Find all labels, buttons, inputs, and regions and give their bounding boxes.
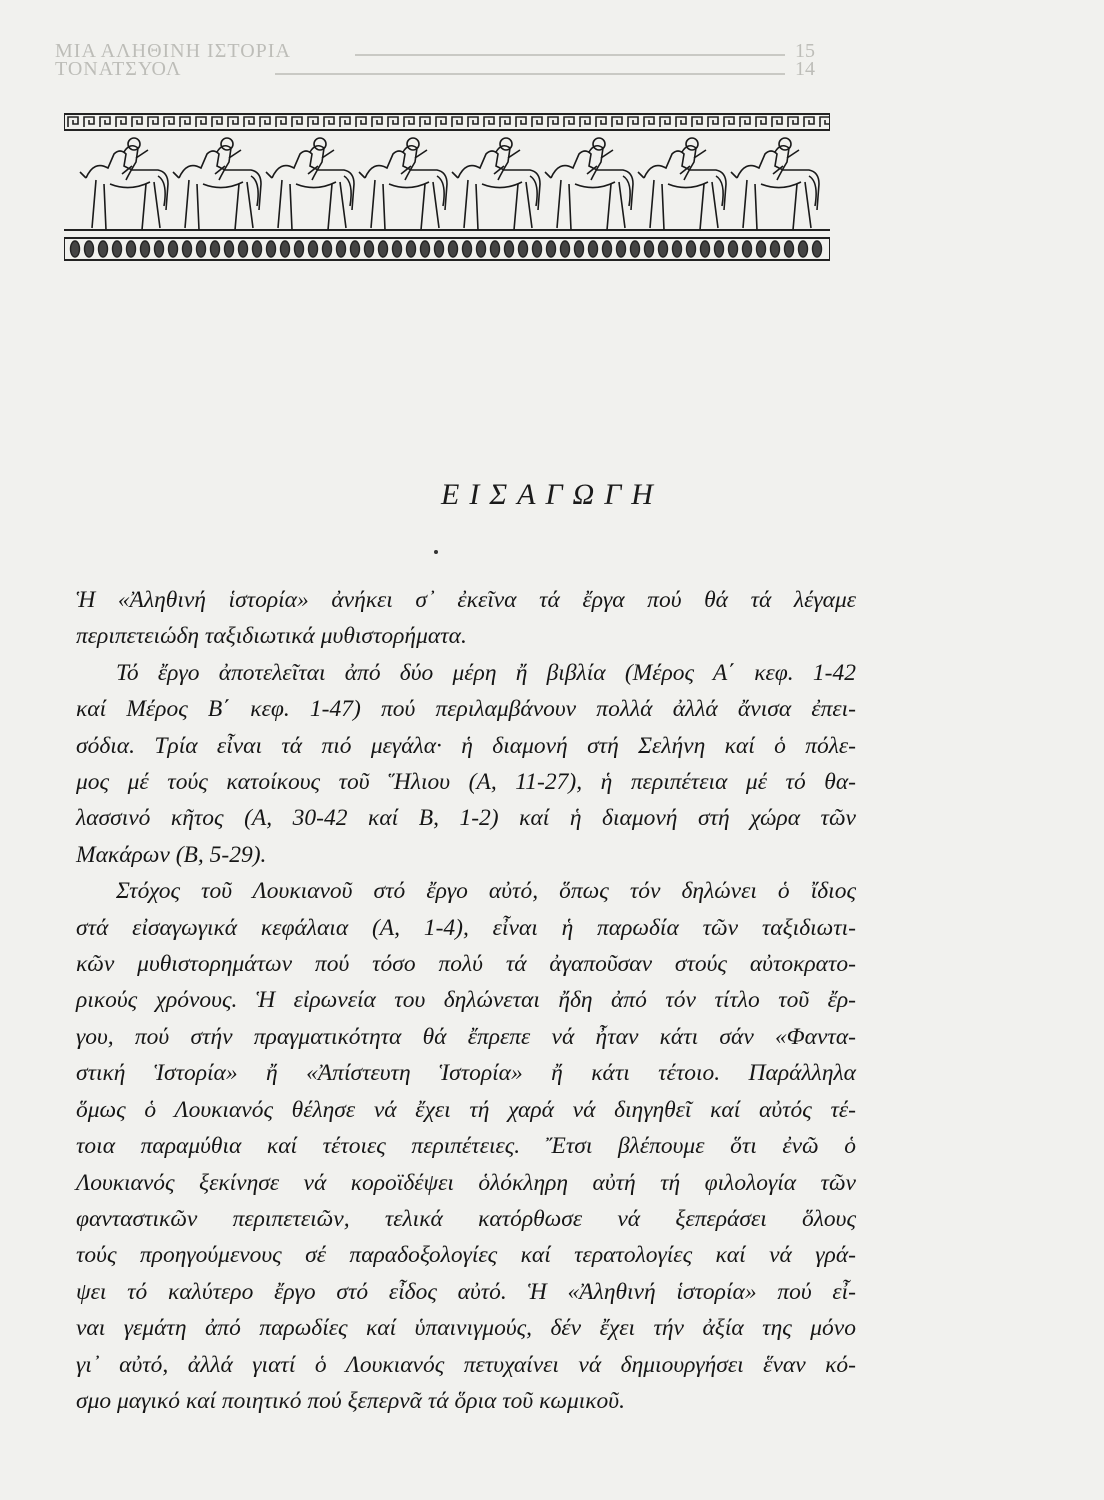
text-line: στά εἰσαγωγικά κεφάλαια (Α, 1-4), εἶναι ἡ παρωδία τῶν ταξιδιωτι- [76,914,856,941]
text-line: ψει τό καλύτερο ἔργο στό εἶδος αὐτό. Ἡ «Ἀληθινή ἱστορία» πού εἶ- [76,1278,856,1305]
paragraph [76,655,856,873]
bleed-header-rule [355,54,785,56]
section-title: ΕΙΣΑΓΩΓΗ [441,478,663,511]
bleed-page-number: 15 [795,40,815,62]
text-line: γι᾽ αὐτό, ἀλλά γιατί ὁ Λουκιανός πετυχαίνει νά δημιουργήσει ἕναν κό- [76,1351,856,1378]
text-line: Στόχος τοῦ Λουκιανοῦ στό ἔργο αὐτό, ὅπως τόν δηλώνει ὁ ἴδιος [116,878,856,905]
bleed-header-line1: ΜΙΑ ΑΛΗΘΙΝΗ ΙΣΤΟΡΙΑ [55,40,291,62]
body-text [76,582,856,1419]
text-line: φανταστικῶν περιπετειῶν, τελικά κατόρθωσε νά ξεπεράσει ὅλους [76,1205,856,1232]
ornament-dot [434,550,438,554]
text-line: Λουκιανός ξεκίνησε νά κοροϊδέψει ὁλόκληρη αὐτή τή φιλολογία τῶν [76,1169,856,1196]
text-line: ρικούς χρόνους. Ἡ εἰρωνεία του δηλώνεται ἤδη ἀπό τόν τίτλο τοῦ ἔρ- [76,987,856,1014]
text-line: σόδια. Τρία εἶναι τά πιό μεγάλα· ἡ διαμονή στή Σελήνη καί ὁ πόλε- [76,732,856,759]
text-line: κῶν μυθιστορημάτων πού τόσο πολύ τά ἀγαποῦσαν στούς αὐτοκρατο- [76,951,856,978]
text-line: λασσινό κῆτος (Α, 30-42 καί Β, 1-2) καί ἡ διαμονή στή χώρα τῶν [76,805,856,832]
text-line: τούς προηγούμενους σέ παραδοξολογίες καί τερατολογίες καί νά γρά- [76,1242,856,1269]
bleed-through-header [55,40,815,80]
text-line: στική Ἱστορία» ἤ «Ἀπίστευτη Ἱστορία» ἤ κάτι τέτοιο. Παράλληλα [76,1060,856,1087]
text-line: περιπετειώδη ταξιδιωτικά μυθιστορήματα. [76,623,467,650]
text-line: καί Μέρος Β΄ κεφ. 1-47) πού περιλαμβάνουν πολλά ἀλλά ἄνισα ἐπει- [76,696,856,723]
text-line: Ἡ «Ἀληθινή ἱστορία» ἀνήκει σ᾽ ἐκεῖνα τά ἔργα πού θά τά λέγαμε [76,587,856,613]
text-line: ὅμως ὁ Λουκιανός θέλησε νά ἔχει τή χαρά νά διηγηθεῖ καί αὐτός τέ- [76,1096,856,1123]
text-line: ναι γεμάτη ἀπό παρωδίες καί ὑπαινιγμούς, δέν ἔχει τήν ἀξία της μόνο [76,1315,856,1342]
text-line: τοια παραμύθια καί τέτοιες περιπέτειες. Ἔτσι βλέπουμε ὅτι ἐνῶ ὁ [76,1133,856,1160]
frieze-illustration [64,112,830,268]
paragraph [76,873,856,1419]
text-line: γου, πού στήν πραγματικότητα θά ἔπρεπε νά ἦταν κάτι σάν «Φαντα- [76,1023,856,1050]
paragraph [76,582,856,655]
text-line: Τό ἔργο ἀποτελεῖται ἀπό δύο μέρη ἤ βιβλία (Μέρος Α΄ κεφ. 1-42 [116,659,856,686]
text-line: σμο μαγικό καί ποιητικό πού ξεπερνᾶ τά ὅρια τοῦ κωμικοῦ. [76,1387,625,1414]
bleed-header-rule [275,73,785,75]
text-line: Μακάρων (Β, 5-29). [76,841,267,868]
bleed-page-number: 14 [795,58,815,80]
bleed-header-line2: ΤΟΝΑΤΣΥΟΛ [55,58,182,80]
text-line: μος μέ τούς κατοίκους τοῦ Ἥλιου (Α, 11-27), ἡ περιπέτεια μέ τό θα- [76,769,856,796]
